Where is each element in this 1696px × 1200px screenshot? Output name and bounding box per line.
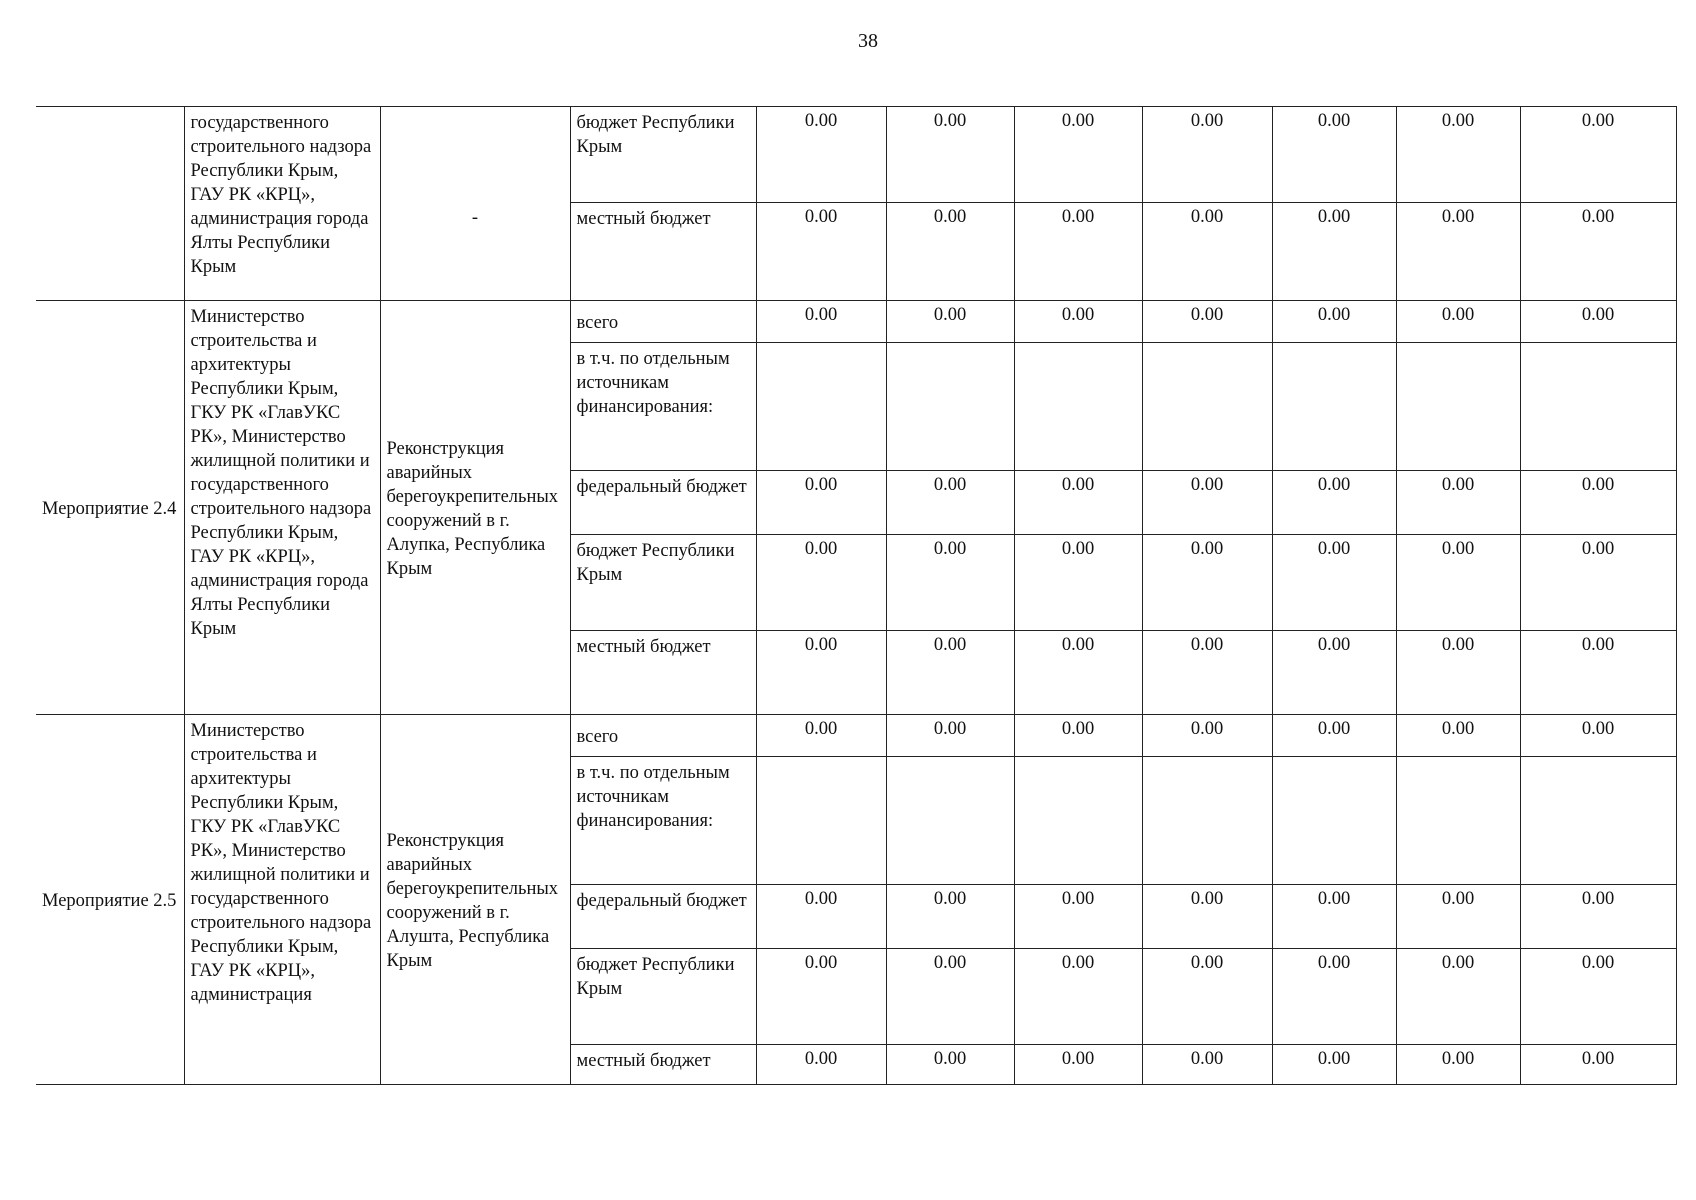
table-row — [36, 301, 1676, 343]
value-cell: 0.00 — [886, 203, 1014, 301]
value-cell: 0.00 — [886, 107, 1014, 203]
value-cell: 0.00 — [1142, 107, 1272, 203]
value-cell: 0.00 — [1014, 471, 1142, 535]
financing-table — [36, 106, 1677, 1085]
value-cell: 0.00 — [756, 301, 886, 343]
value-cell: 0.00 — [1396, 471, 1520, 535]
source-cell: местный бюджет — [570, 203, 756, 301]
value-cell: 0.00 — [1014, 631, 1142, 715]
value-cell — [1014, 757, 1142, 885]
value-cell: 0.00 — [756, 715, 886, 757]
value-cell: 0.00 — [1272, 203, 1396, 301]
value-cell: 0.00 — [1520, 1045, 1676, 1085]
value-cell: 0.00 — [1014, 535, 1142, 631]
value-cell: 0.00 — [886, 949, 1014, 1045]
value-cell — [886, 757, 1014, 885]
value-cell: 0.00 — [1014, 107, 1142, 203]
value-cell: 0.00 — [1520, 301, 1676, 343]
value-cell — [1272, 757, 1396, 885]
value-cell — [1014, 343, 1142, 471]
value-cell: 0.00 — [1142, 471, 1272, 535]
value-cell: 0.00 — [1396, 301, 1520, 343]
value-cell: 0.00 — [1142, 1045, 1272, 1085]
object-cell: Реконструкция аварийных берегоукрепительных сооружений в г. Алупка, Республика Крым — [380, 301, 570, 715]
value-cell: 0.00 — [886, 301, 1014, 343]
value-cell: 0.00 — [1014, 715, 1142, 757]
value-cell: 0.00 — [1142, 301, 1272, 343]
executor-cell: Министерство строительства и архитектуры Республики Крым, ГКУ РК «ГлавУКС РК», Министерство жилищной политики и государственного строительного надзора Республики Крым, ГАУ РК «КРЦ», администрация города Ялты Республики Крым — [184, 301, 380, 715]
value-cell: 0.00 — [1142, 203, 1272, 301]
source-cell: федеральный бюджет — [570, 471, 756, 535]
source-cell: федеральный бюджет — [570, 885, 756, 949]
object-dash: - — [471, 208, 479, 228]
value-cell: 0.00 — [886, 535, 1014, 631]
object-cell: Реконструкция аварийных берегоукрепительных сооружений в г. Алушта, Республика Крым — [380, 715, 570, 1085]
value-cell — [1396, 757, 1520, 885]
value-cell: 0.00 — [1142, 631, 1272, 715]
value-cell: 0.00 — [1520, 107, 1676, 203]
value-cell: 0.00 — [1272, 107, 1396, 203]
value-cell: 0.00 — [1272, 535, 1396, 631]
value-cell — [756, 757, 886, 885]
value-cell: 0.00 — [886, 1045, 1014, 1085]
value-cell: 0.00 — [1396, 1045, 1520, 1085]
table-row — [36, 107, 1676, 203]
value-cell: 0.00 — [886, 885, 1014, 949]
value-cell: 0.00 — [1520, 715, 1676, 757]
value-cell: 0.00 — [1272, 885, 1396, 949]
value-cell: 0.00 — [1272, 471, 1396, 535]
value-cell: 0.00 — [1396, 107, 1520, 203]
value-cell: 0.00 — [756, 631, 886, 715]
value-cell: 0.00 — [886, 471, 1014, 535]
value-cell: 0.00 — [1014, 301, 1142, 343]
value-cell: 0.00 — [1014, 203, 1142, 301]
value-cell — [1272, 343, 1396, 471]
value-cell: 0.00 — [1272, 715, 1396, 757]
page-number: 38 — [858, 30, 878, 52]
source-cell: бюджет Республики Крым — [570, 107, 756, 203]
value-cell: 0.00 — [1396, 949, 1520, 1045]
value-cell: 0.00 — [756, 107, 886, 203]
value-cell — [756, 343, 886, 471]
source-cell: всего — [570, 715, 756, 757]
executor-cell: государственного строительного надзора Республики Крым, ГАУ РК «КРЦ», администрация города Ялты Республики Крым — [184, 107, 380, 301]
value-cell: 0.00 — [1396, 535, 1520, 631]
value-cell: 0.00 — [1396, 203, 1520, 301]
value-cell: 0.00 — [1520, 885, 1676, 949]
value-cell: 0.00 — [1014, 885, 1142, 949]
value-cell: 0.00 — [1272, 301, 1396, 343]
value-cell: 0.00 — [1520, 471, 1676, 535]
value-cell: 0.00 — [1272, 1045, 1396, 1085]
value-cell — [1142, 757, 1272, 885]
value-cell — [886, 343, 1014, 471]
value-cell: 0.00 — [1142, 949, 1272, 1045]
executor-cell: Министерство строительства и архитектуры Республики Крым, ГКУ РК «ГлавУКС РК», Министерство жилищной политики и государственного строительного надзора Республики Крым, ГАУ РК «КРЦ», администрация — [184, 715, 380, 1085]
value-cell — [1396, 343, 1520, 471]
source-cell: всего — [570, 301, 756, 343]
measure-cell-empty — [36, 107, 184, 301]
value-cell — [1520, 343, 1676, 471]
source-cell: в т.ч. по отдельным источникам финансирования: — [570, 343, 756, 471]
value-cell: 0.00 — [1396, 631, 1520, 715]
value-cell — [1142, 343, 1272, 471]
value-cell: 0.00 — [1396, 715, 1520, 757]
value-cell: 0.00 — [886, 631, 1014, 715]
measure-name-cell: Мероприятие 2.4 — [36, 301, 184, 715]
value-cell: 0.00 — [756, 885, 886, 949]
value-cell: 0.00 — [1272, 631, 1396, 715]
value-cell: 0.00 — [756, 203, 886, 301]
value-cell: 0.00 — [1520, 631, 1676, 715]
value-cell: 0.00 — [1520, 535, 1676, 631]
value-cell — [1520, 757, 1676, 885]
value-cell: 0.00 — [756, 535, 886, 631]
value-cell: 0.00 — [756, 471, 886, 535]
value-cell: 0.00 — [1014, 949, 1142, 1045]
value-cell: 0.00 — [1272, 949, 1396, 1045]
value-cell: 0.00 — [1396, 885, 1520, 949]
source-cell: в т.ч. по отдельным источникам финансирования: — [570, 757, 756, 885]
value-cell: 0.00 — [1014, 1045, 1142, 1085]
source-cell: бюджет Республики Крым — [570, 535, 756, 631]
value-cell: 0.00 — [1520, 949, 1676, 1045]
source-cell: бюджет Республики Крым — [570, 949, 756, 1045]
source-cell: местный бюджет — [570, 1045, 756, 1085]
value-cell: 0.00 — [1142, 535, 1272, 631]
source-cell: местный бюджет — [570, 631, 756, 715]
value-cell: 0.00 — [1142, 715, 1272, 757]
value-cell: 0.00 — [756, 1045, 886, 1085]
table-row — [36, 715, 1676, 757]
value-cell: 0.00 — [1520, 203, 1676, 301]
object-cell — [380, 107, 570, 301]
value-cell: 0.00 — [756, 949, 886, 1045]
value-cell: 0.00 — [886, 715, 1014, 757]
measure-name-cell: Мероприятие 2.5 — [36, 715, 184, 1085]
value-cell: 0.00 — [1142, 885, 1272, 949]
